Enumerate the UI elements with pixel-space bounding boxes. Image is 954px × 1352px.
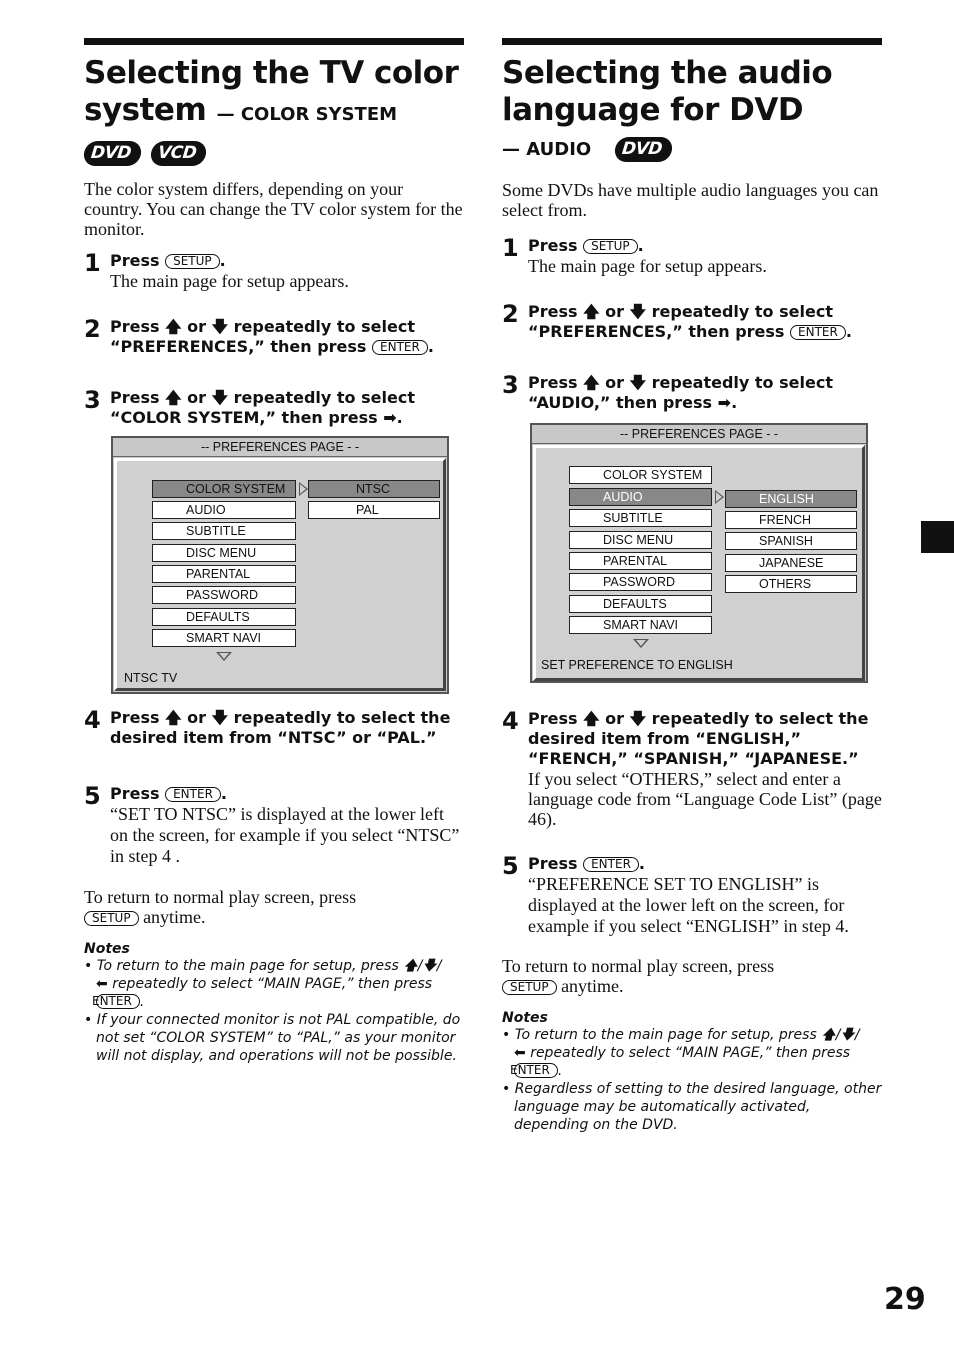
up-arrow-icon: 🡅	[583, 302, 600, 321]
menu-item-parental: PARENTAL	[152, 565, 296, 583]
step-3: 3 Press 🡅 or 🡇 repeatedly to select “AUDIO,” then press ➡.	[502, 371, 833, 412]
step-1: 1 Press SETUP . The main page for setup appears.	[84, 251, 464, 291]
option-ntsc: NTSC	[308, 480, 440, 498]
menu-item-parental: PARENTAL	[569, 552, 712, 570]
intro-text: The color system differs, depending on your country. You can change the TV color system for the monitor.	[84, 179, 463, 239]
menu-item-defaults: DEFAULTS	[569, 595, 712, 613]
note-2: • Regardless of setting to the desired language, other language may be automatically activated, depending on the DVD.	[502, 1081, 882, 1133]
up-arrow-icon: 🡅	[165, 388, 182, 407]
note-1: • To return to the main page for setup, press 🡅/🡇/ ⬅ repeatedly to select “MAIN PAGE,” then press ENTER .	[502, 1027, 860, 1079]
status-text: SET PREFERENCE TO ENGLISH	[541, 658, 733, 672]
menu-item-defaults: DEFAULTS	[152, 608, 296, 626]
notes-title: Notes	[84, 941, 130, 957]
menu-item-audio: AUDIO	[152, 501, 296, 519]
step-number: 3	[502, 371, 519, 399]
scroll-down-icon	[216, 652, 232, 661]
note-1: • To return to the main page for setup, press 🡅/🡇/ ⬅ repeatedly to select “MAIN PAGE,” then press ENTER .	[84, 958, 442, 1010]
step-3: 3 Press 🡅 or 🡇 repeatedly to select “COLOR SYSTEM,” then press ➡.	[84, 386, 415, 427]
menu-item-disc-menu: DISC MENU	[152, 544, 296, 562]
page-number: 29	[884, 1282, 926, 1317]
menu-item-color-system: COLOR SYSTEM	[152, 480, 296, 498]
title-line-1: Selecting the audio	[502, 55, 833, 91]
step-number: 2	[84, 315, 101, 343]
menu-item-subtitle: SUBTITLE	[152, 522, 296, 540]
up-arrow-icon: 🡅	[165, 708, 182, 727]
menu-item-smart-navi: SMART NAVI	[152, 629, 296, 647]
step-description: The main page for setup appears.	[110, 271, 349, 291]
menu-item-subtitle: SUBTITLE	[569, 509, 712, 527]
note-2: • If your connected monitor is not PAL compatible, do not set “COLOR SYSTEM” to “PAL,” as your monitor will not display, and operations will not be possible.	[84, 1012, 461, 1064]
pointer-right-icon	[299, 482, 308, 496]
return-instructions: To return to normal play screen, press SETUP anytime.	[502, 956, 775, 996]
up-arrow-icon: 🡅	[583, 709, 600, 728]
title-suffix: — AUDIO	[502, 139, 592, 160]
enter-key: ENTER	[372, 340, 428, 355]
title-line-2: system	[84, 92, 207, 128]
step-number: 5	[502, 852, 519, 880]
left-arrow-icon: ⬅	[96, 976, 108, 992]
section-rule	[502, 38, 882, 45]
setup-key: SETUP	[583, 239, 638, 254]
down-arrow-icon: 🡇	[211, 317, 229, 336]
step-description: “PREFERENCE SET TO ENGLISH” is displayed at the lower left on the screen, for example if you select “ENGLISH” in step 4.	[528, 874, 849, 936]
menu-item-password: PASSWORD	[569, 573, 712, 591]
step-number: 1	[502, 234, 519, 262]
menu-item-password: PASSWORD	[152, 586, 296, 604]
chapter-tab-marker	[921, 521, 954, 553]
option-pal: PAL	[308, 501, 440, 519]
disc-badges	[84, 141, 464, 166]
step-number: 5	[84, 782, 101, 810]
up-arrow-icon: 🡅	[165, 317, 182, 336]
osd-screen-audio	[530, 423, 868, 683]
option-others: OTHERS	[725, 575, 857, 593]
step-number: 1	[84, 249, 101, 277]
setup-key: SETUP	[165, 254, 220, 269]
dvd-badge: DVD	[614, 137, 674, 162]
pointer-right-icon	[715, 490, 724, 504]
step-number: 4	[84, 706, 101, 734]
enter-key: ENTER	[790, 325, 846, 340]
option-spanish: SPANISH	[725, 532, 857, 550]
option-french: FRENCH	[725, 511, 857, 529]
enter-key: ENTER	[165, 787, 221, 802]
return-instructions: To return to normal play screen, press SETUP anytime.	[84, 887, 357, 927]
step-2: 2 Press 🡅 or 🡇 repeatedly to select “PREFERENCES,” then press ENTER .	[84, 315, 434, 356]
section-tv-color-system	[84, 38, 464, 1065]
section-title	[84, 55, 464, 133]
menu-item-audio: AUDIO	[569, 488, 712, 506]
option-english: ENGLISH	[725, 490, 857, 508]
down-arrow-icon: 🡇	[211, 388, 229, 407]
left-arrow-icon: ⬅	[514, 1045, 526, 1061]
step-5: 5 Press ENTER . “PREFERENCE SET TO ENGLISH” is displayed at the lower left on the screen, for example if you select “ENGLISH” in step 4.	[502, 854, 882, 937]
option-japanese: JAPANESE	[725, 554, 857, 572]
menu-item-smart-navi: SMART NAVI	[569, 616, 712, 634]
up-down-arrows-icon: 🡅/🡇/	[403, 958, 442, 974]
step-description: The main page for setup appears.	[528, 256, 767, 276]
up-down-arrows-icon: 🡅/🡇/	[821, 1027, 860, 1043]
step-4: 4 Press 🡅 or 🡇 repeatedly to select the desired item from “NTSC” or “PAL.”	[84, 706, 451, 747]
menu-item-disc-menu: DISC MENU	[569, 531, 712, 549]
step-4: 4 Press 🡅 or 🡇 repeatedly to select the desired item from “ENGLISH,” “FRENCH,” “SPANISH,” “JAPANESE.” If you select “OTHERS,” select and enter a language code from “Language Code List” (page 46).	[502, 707, 882, 829]
right-arrow-icon: ➡	[717, 393, 732, 412]
dvd-badge: DVD	[83, 141, 143, 166]
section-title	[502, 55, 882, 129]
notes-title: Notes	[502, 1010, 548, 1026]
enter-key: ENTER	[96, 994, 140, 1009]
down-arrow-icon: 🡇	[211, 708, 229, 727]
status-text: NTSC TV	[124, 671, 178, 685]
setup-key: SETUP	[502, 980, 557, 995]
osd-screen-color-system	[111, 436, 449, 694]
title-suffix-row	[502, 137, 882, 162]
down-arrow-icon: 🡇	[629, 373, 647, 392]
step-description: If you select “OTHERS,” select and enter a language code from “Language Code List” (page 46).	[528, 769, 882, 829]
down-arrow-icon: 🡇	[629, 302, 647, 321]
title-line-1: Selecting the TV color	[84, 55, 459, 91]
right-arrow-icon: ➡	[383, 408, 397, 427]
step-number: 3	[84, 386, 101, 414]
section-rule	[84, 38, 464, 45]
setup-key: SETUP	[84, 911, 139, 926]
screen-panel	[114, 458, 446, 691]
step-5: 5 Press ENTER . “SET TO NTSC” is displayed at the lower left on the screen, for example if you select “NTSC” in step 4 .	[84, 784, 464, 867]
screen-panel	[533, 445, 865, 681]
step-1: 1 Press SETUP . The main page for setup appears.	[502, 236, 882, 276]
screen-header: -- PREFERENCES PAGE - -	[532, 425, 866, 444]
title-suffix: — COLOR SYSTEM	[216, 104, 398, 125]
vcd-badge: VCD	[150, 141, 208, 166]
down-arrow-icon: 🡇	[629, 709, 647, 728]
step-description: “SET TO NTSC” is displayed at the lower left on the screen, for example if you select “NTSC” in step 4 .	[110, 804, 460, 866]
menu-item-color-system: COLOR SYSTEM	[569, 466, 712, 484]
enter-key: ENTER	[514, 1063, 558, 1078]
up-arrow-icon: 🡅	[583, 373, 600, 392]
section-audio-language	[502, 38, 882, 1134]
scroll-down-icon	[633, 639, 649, 648]
enter-key: ENTER	[583, 857, 639, 872]
screen-header: -- PREFERENCES PAGE - -	[113, 438, 447, 457]
title-line-2: language for DVD	[502, 92, 804, 128]
step-number: 2	[502, 300, 519, 328]
step-number: 4	[502, 707, 519, 735]
intro-text: Some DVDs have multiple audio languages you can select from.	[502, 180, 879, 220]
step-2: 2 Press 🡅 or 🡇 repeatedly to select “PREFERENCES,” then press ENTER .	[502, 300, 852, 341]
